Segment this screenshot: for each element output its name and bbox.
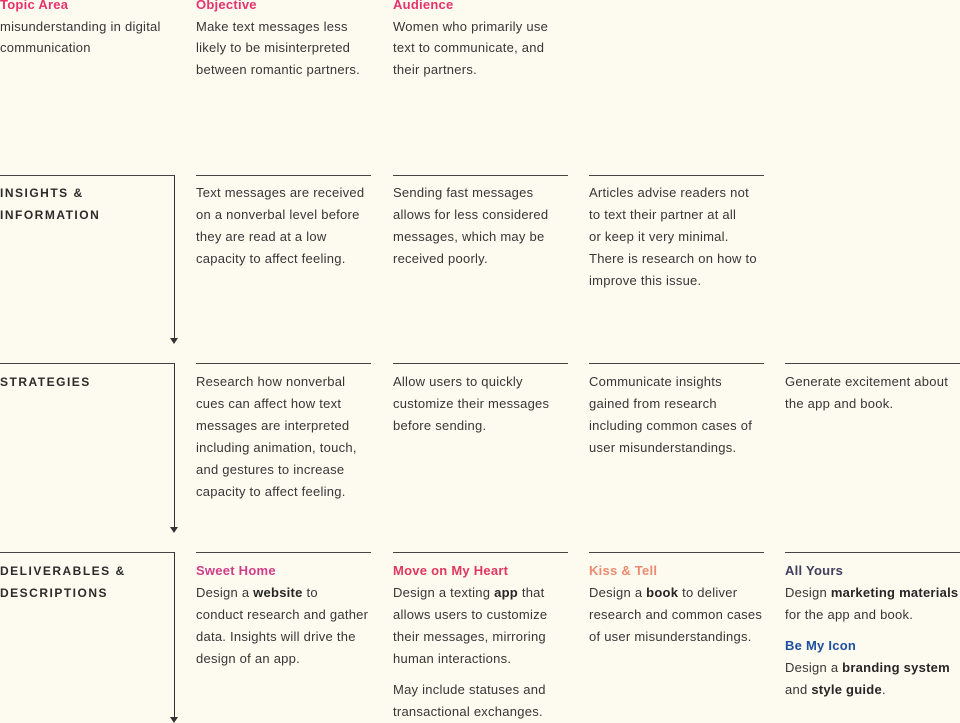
text-line: There is research on how to (589, 251, 757, 266)
text-line: conduct research and gather (196, 607, 369, 622)
strategies-label (0, 371, 175, 393)
text-line (785, 657, 960, 679)
text-segment: to (302, 585, 318, 600)
text-segment: Design a (196, 585, 254, 600)
text-line: messages, which may be (393, 229, 545, 244)
text-line (785, 679, 960, 701)
column-rule (589, 175, 764, 176)
text-line: and gestures to increase (196, 462, 345, 477)
strategy-item (196, 371, 371, 503)
text-line: or keep it very minimal. (589, 229, 729, 244)
topic-area-text (0, 16, 175, 59)
text-line: for the app and book. (785, 607, 914, 622)
audience-text (393, 16, 568, 81)
text-line: allows users to customize (393, 607, 548, 622)
deliverable-description (393, 582, 568, 670)
insight-item (393, 182, 568, 270)
text-line: to text their partner at all (589, 207, 737, 222)
text-line: improve this issue. (589, 273, 702, 288)
text-line: their partners. (393, 61, 477, 77)
column-rule (589, 552, 764, 553)
text-segment: Design a texting (393, 585, 495, 600)
deliverable-title: Be My Icon (785, 638, 857, 653)
column-rule (785, 552, 960, 553)
text-line: STRATEGIES (0, 375, 91, 389)
text-line: data. Insights will drive the (196, 629, 356, 644)
down-arrow-icon (170, 527, 178, 533)
strategies-bracket-top (0, 363, 175, 364)
column-rule (589, 363, 764, 364)
text-line: their messages, mirroring (393, 629, 546, 644)
text-line: gained from research (589, 396, 717, 411)
text-line: of user misunderstandings. (589, 629, 752, 644)
deliverable-all-yours-and-be-my-icon (785, 560, 960, 701)
text-segment: Design a (785, 660, 843, 675)
text-line: research and common cases (589, 607, 763, 622)
text-segment: . (881, 682, 886, 697)
column-rule (393, 363, 568, 364)
text-line: cues can affect how text (196, 396, 342, 411)
insights-bracket-top (0, 175, 175, 176)
strategy-item (785, 371, 960, 415)
text-line: Communicate insights (589, 374, 722, 389)
strategy-item (589, 371, 764, 459)
text-line: allows for less considered (393, 207, 549, 222)
text-line: customize their messages (393, 396, 550, 411)
text-line: Make text messages less (196, 18, 348, 34)
text-line (589, 582, 764, 604)
deliverable-description (785, 582, 960, 626)
text-line: Text messages are received (196, 185, 365, 200)
deliverable-sweet-home (196, 560, 371, 670)
text-line: May include statuses and (393, 682, 546, 697)
deliverable-title: All Yours (785, 563, 844, 578)
text-line (196, 582, 371, 604)
text-line (393, 582, 568, 604)
column-rule (196, 175, 371, 176)
column-rule (785, 363, 960, 364)
deliverable-description (196, 582, 371, 670)
text-line: Articles advise readers not (589, 185, 749, 200)
text-line: on a nonverbal level before (196, 207, 360, 222)
deliverable-title: Kiss & Tell (589, 563, 658, 578)
text-line: including common cases of (589, 418, 753, 433)
deliverables-bracket-top (0, 552, 175, 553)
text-line (785, 582, 960, 604)
text-line: DESCRIPTIONS (0, 586, 109, 600)
text-segment: that (517, 585, 545, 600)
deliverable-note (393, 679, 568, 723)
text-line: human interactions. (393, 651, 512, 666)
deliverable-move-on-my-heart (393, 560, 568, 723)
text-segment: to deliver (678, 585, 738, 600)
text-line: received poorly. (393, 251, 488, 266)
text-segment: Design (785, 585, 831, 600)
text-line: INSIGHTS & (0, 186, 84, 200)
text-line: they are read at a low (196, 229, 327, 244)
audience-heading: Audience (393, 0, 454, 12)
objective-block (196, 0, 371, 80)
strategy-item (393, 371, 568, 437)
insights-label (0, 182, 175, 226)
deliverable-kiss-and-tell (589, 560, 764, 648)
text-line: capacity to affect feeling. (196, 484, 346, 499)
deliverable-title: Sweet Home (196, 563, 276, 578)
emphasized-term: book (646, 585, 679, 600)
deliverable-description (785, 657, 960, 701)
objective-heading: Objective (196, 0, 257, 12)
text-line: between romantic partners. (196, 61, 361, 77)
insight-item (589, 182, 764, 292)
text-line: messages are interpreted (196, 418, 350, 433)
text-line: text to communicate, and (393, 40, 545, 55)
topic-area-heading: Topic Area (0, 0, 69, 12)
text-line: capacity to affect feeling. (196, 251, 346, 266)
column-rule (393, 175, 568, 176)
emphasized-term: website (253, 585, 303, 600)
text-line: design of an app. (196, 651, 300, 666)
text-line: Women who primarily use (393, 18, 549, 34)
text-line: likely to be misinterpreted (196, 40, 351, 55)
text-segment: and (785, 682, 812, 697)
deliverable-title: Move on My Heart (393, 563, 509, 578)
text-line: communication (0, 40, 91, 55)
emphasized-term: marketing materials (830, 585, 959, 600)
text-line: transactional exchanges. (393, 704, 543, 719)
emphasized-term: branding system (842, 660, 950, 675)
text-line: before sending. (393, 418, 487, 433)
down-arrow-icon (170, 338, 178, 344)
text-line: misunderstanding in digital (0, 18, 161, 34)
column-rule (196, 363, 371, 364)
objective-text (196, 16, 371, 81)
emphasized-term: style guide (811, 682, 882, 697)
deliverable-description (589, 582, 764, 648)
text-line: Allow users to quickly (393, 374, 523, 389)
text-segment: Design a (589, 585, 647, 600)
text-line: DELIVERABLES & (0, 564, 126, 578)
column-rule (196, 552, 371, 553)
text-line: Generate excitement about (785, 374, 949, 389)
down-arrow-icon (170, 717, 178, 723)
topic-area-block (0, 0, 175, 59)
text-line: INFORMATION (0, 208, 101, 222)
emphasized-term: app (494, 585, 518, 600)
insight-item (196, 182, 371, 270)
deliverables-label (0, 560, 175, 604)
text-line: Research how nonverbal (196, 374, 346, 389)
column-rule (393, 552, 568, 553)
text-line: Sending fast messages (393, 185, 534, 200)
text-line: the app and book. (785, 396, 894, 411)
text-line: user misunderstandings. (589, 440, 737, 455)
text-line: including animation, touch, (196, 440, 357, 455)
audience-block (393, 0, 568, 80)
